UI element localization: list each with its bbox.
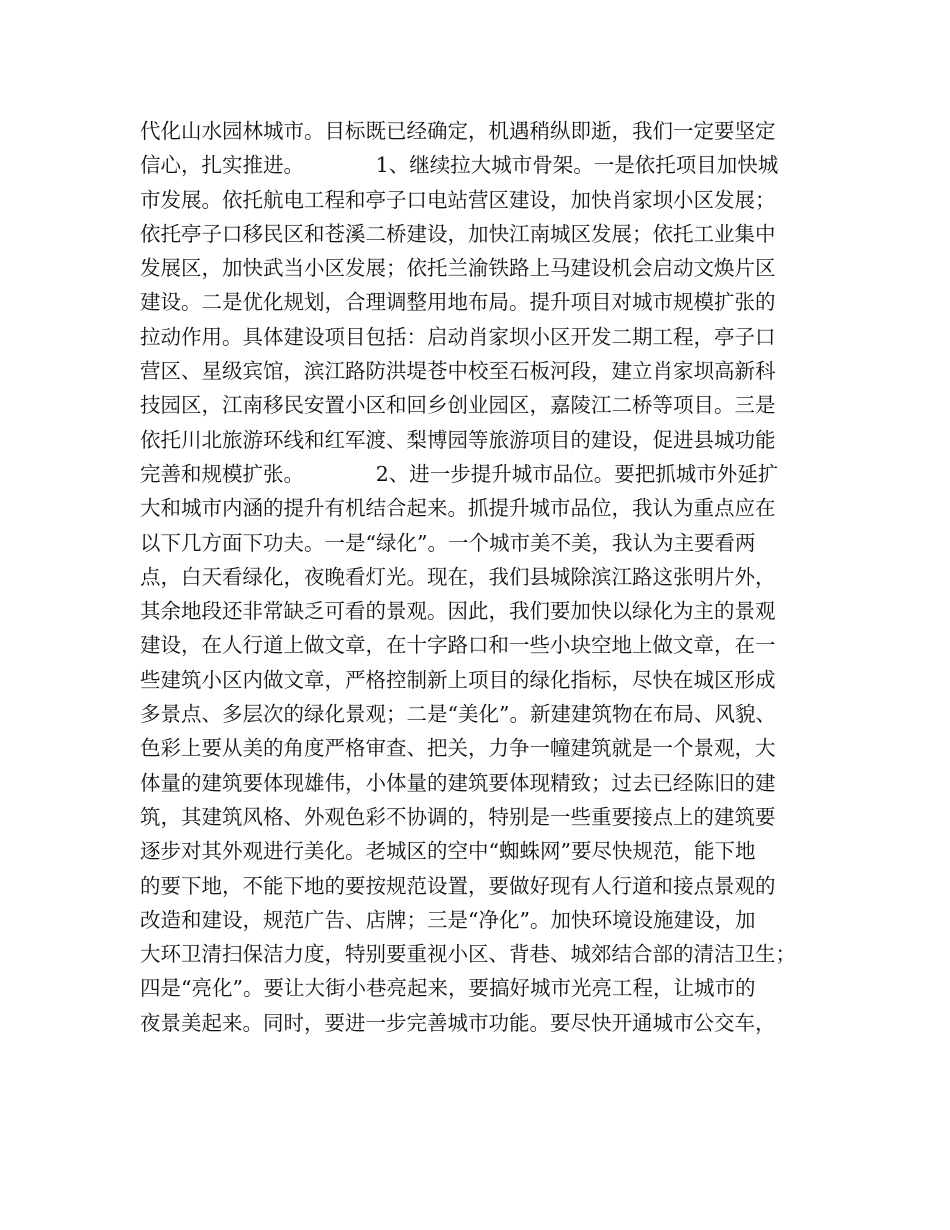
text-line: 其余地段还非常缺乏可看的景观。因此，我们要加快以绿化为主的景观 xyxy=(140,599,776,624)
text-line: 依托川北旅游环线和红军渡、梨博园等旅游项目的建设，促进县城功能 xyxy=(140,427,776,452)
text-line: 完善和规模扩张。 2、进一步提升城市品位。要把抓城市外延扩 xyxy=(140,461,779,486)
text-line: 色彩上要从美的角度严格审查、把关，力争一幢建筑就是一个景观，大 xyxy=(140,736,776,761)
text-line: 筑，其建筑风格、外观色彩不协调的，特别是一些重要接点上的建筑要 xyxy=(140,804,776,829)
body-text xyxy=(140,114,820,1040)
text-line: 以下几方面下功夫。一是“绿化”。一个城市美不美，我认为主要看两 xyxy=(140,530,756,555)
text-line: 建设，在人行道上做文章，在十字路口和一些小块空地上做文章，在一 xyxy=(140,633,776,658)
text-line: 些建筑小区内做文章，严格控制新上项目的绿化指标，尽快在城区形成 xyxy=(140,667,776,692)
text-line: 依托亭子口移民区和苍溪二桥建设，加快江南城区发展；依托工业集中 xyxy=(140,221,776,246)
text-line: 体量的建筑要体现雄伟，小体量的建筑要体现精致；过去已经陈旧的建 xyxy=(140,770,776,795)
text-line: 拉动作用。具体建设项目包括：启动肖家坝小区开发二期工程，亭子口 xyxy=(140,324,776,349)
text-line: 大环卫清扫保洁力度，特别要重视小区、背巷、城郊结合部的清洁卫生； xyxy=(140,942,796,967)
text-line: 改造和建设，规范广告、店牌；三是“净化”。加快环境设施建设，加 xyxy=(140,907,756,932)
text-line: 代化山水园林城市。目标既已经确定，机遇稍纵即逝，我们一定要坚定 xyxy=(140,119,776,143)
text-line: 点，白天看绿化，夜晚看灯光。现在，我们县城除滨江路这张明片外， xyxy=(140,564,776,589)
text-line: 四是“亮化”。要让大街小巷亮起来，要搞好城市光亮工程，让城市的 xyxy=(140,976,756,1001)
text-line: 营区、星级宾馆，滨江路防洪堤苍中校至石板河段，建立肖家坝高新科 xyxy=(140,359,776,384)
text-line: 多景点、多层次的绿化景观；二是“美化”。新建建筑物在布局、风貌、 xyxy=(140,702,776,727)
text-line: 逐步对其外观进行美化。老城区的空中“蜘蛛网”要尽快规范，能下地 xyxy=(140,839,756,864)
text-line: 发展区，加快武当小区发展；依托兰渝铁路上马建设机会启动文焕片区 xyxy=(140,256,776,281)
text-line: 夜景美起来。同时，要进一步完善城市功能。要尽快开通城市公交车， xyxy=(140,1010,776,1035)
text-line: 大和城市内涵的提升有机结合起来。抓提升城市品位，我认为重点应在 xyxy=(140,496,776,521)
text-line: 的要下地，不能下地的要按规范设置，要做好现有人行道和接点景观的 xyxy=(140,873,776,898)
text-line: 市发展。依托航电工程和亭子口电站营区建设，加快肖家坝小区发展； xyxy=(140,187,776,212)
text-line: 信心，扎实推进。 1、继续拉大城市骨架。一是依托项目加快城 xyxy=(140,153,779,178)
text-line: 建设。二是优化规划，合理调整用地布局。提升项目对城市规模扩张的 xyxy=(140,290,776,315)
text-line: 技园区，江南移民安置小区和回乡创业园区，嘉陵江二桥等项目。三是 xyxy=(140,393,776,418)
